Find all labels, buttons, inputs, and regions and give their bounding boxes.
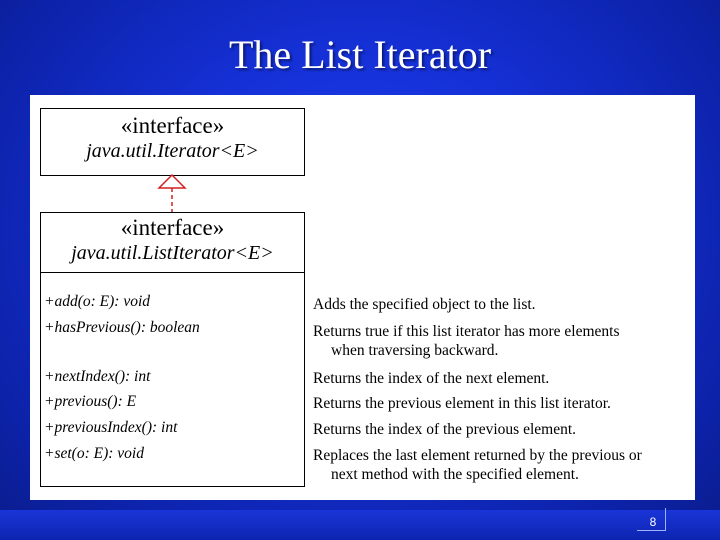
description-line: Returns the index of the next element. <box>313 370 550 387</box>
method-add: +add(o: E): void <box>44 293 151 310</box>
description-previous <box>313 394 611 413</box>
method-has-previous: +hasPrevious(): boolean <box>44 319 200 336</box>
list-iterator-stereotype: «interface» <box>120 215 225 240</box>
description-previous-index <box>313 420 576 439</box>
description-set <box>313 446 642 484</box>
list-iterator-header <box>41 213 304 273</box>
description-add <box>313 295 536 314</box>
method-previous: +previous(): E <box>44 393 137 410</box>
method-previous-index: +previousIndex(): int <box>44 419 178 436</box>
description-line: Returns true if this list iterator has more elements <box>313 323 620 340</box>
description-line: Returns the index of the previous element. <box>313 421 577 438</box>
description-line-continued: next method with the specified element. <box>331 466 579 483</box>
list-iterator-interface-name: java.util.ListIterator<E> <box>71 242 274 264</box>
page-number: 8 <box>649 515 657 529</box>
method-next-index: +nextIndex(): int <box>44 368 151 385</box>
method-set: +set(o: E): void <box>44 445 144 462</box>
iterator-stereotype: «interface» <box>120 113 225 138</box>
description-line-continued: when traversing backward. <box>331 342 499 359</box>
iterator-interface-name: java.util.Iterator<E> <box>86 140 259 162</box>
slide-title: The List Iterator <box>228 32 492 77</box>
list-iterator-interface-box <box>40 212 305 487</box>
inheritance-arrowhead <box>159 175 185 188</box>
description-next-index <box>313 369 549 388</box>
description-line: Replaces the last element returned by the previous or <box>313 447 642 464</box>
bottom-band <box>0 510 720 540</box>
description-has-previous <box>313 322 619 360</box>
description-line: Adds the specified object to the list. <box>313 296 536 313</box>
description-line: Returns the previous element in this list iterator. <box>313 395 611 412</box>
uml-diagram-panel <box>30 95 695 500</box>
